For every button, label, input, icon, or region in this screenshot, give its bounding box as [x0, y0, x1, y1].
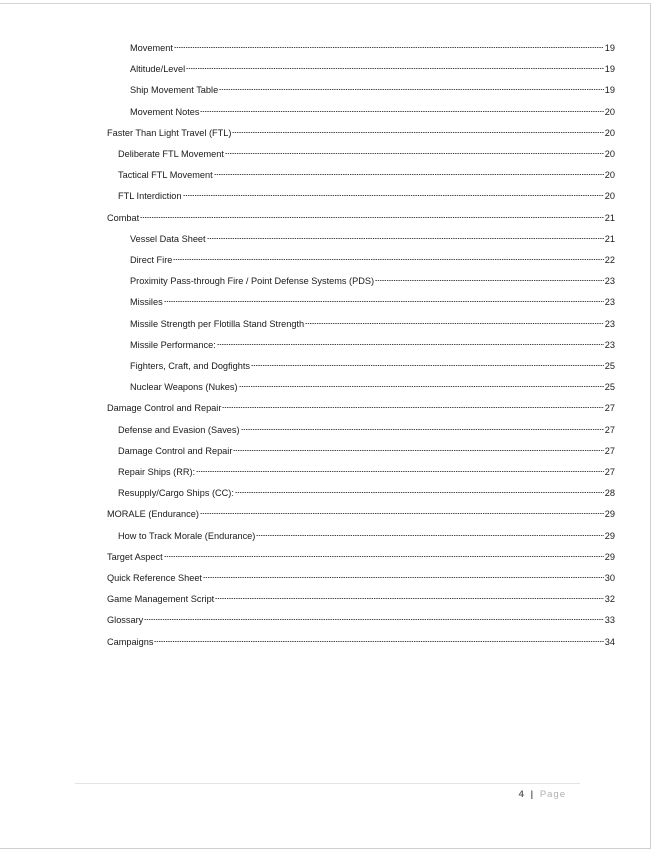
toc-entry[interactable]: [118, 169, 615, 182]
toc-entry-title: Defense and Evasion (Saves): [118, 424, 240, 435]
toc-entry-title: Campaigns: [107, 636, 154, 647]
toc-entry-page: 29: [604, 551, 615, 562]
toc-entry[interactable]: [130, 275, 615, 288]
toc-entry-page: 33: [604, 615, 615, 626]
toc-entry[interactable]: [107, 551, 615, 564]
toc-entry[interactable]: [107, 402, 615, 415]
toc-entry[interactable]: [130, 360, 615, 373]
toc-leader-dots: [164, 555, 604, 558]
page-footer: [519, 789, 566, 800]
toc-entry[interactable]: [107, 614, 615, 627]
toc-entry-title: Missile Strength per Flotilla Stand Strength: [130, 318, 305, 329]
toc-entry[interactable]: [130, 296, 615, 309]
toc-entry-title: Target Aspect: [107, 551, 163, 562]
toc-entry-page: 27: [604, 424, 615, 435]
toc-entry[interactable]: [130, 63, 615, 76]
toc-leader-dots: [235, 491, 604, 494]
toc-entry-title: Quick Reference Sheet: [107, 573, 202, 583]
toc-entry-title: Vessel Data Sheet: [130, 233, 206, 244]
toc-leader-dots: [305, 322, 604, 325]
toc-entry-title: MORALE (Endurance): [107, 509, 199, 520]
toc-leader-dots: [217, 343, 604, 346]
toc-entry[interactable]: [118, 487, 615, 500]
toc-entry-title: FTL Interdiction: [118, 191, 182, 202]
toc-entry[interactable]: [118, 424, 615, 437]
toc-leader-dots: [186, 67, 604, 70]
toc-leader-dots: [251, 364, 604, 367]
toc-entry[interactable]: [107, 127, 615, 140]
toc-leader-dots: [207, 237, 604, 240]
footer-page-label: Page: [539, 789, 566, 800]
toc-entry-page: 20: [604, 106, 615, 117]
toc-entry-page: 23: [604, 318, 615, 329]
document-page: [0, 3, 651, 849]
toc-entry-title: Damage Control and Repair: [118, 445, 233, 456]
toc-entry[interactable]: [130, 42, 615, 55]
toc-entry-page: 23: [604, 297, 615, 308]
toc-entry-title: Fighters, Craft, and Dogfights: [130, 361, 251, 371]
toc-entry-page: 32: [604, 594, 615, 605]
toc-entry[interactable]: [107, 572, 615, 585]
toc-entry-title: Glossary: [107, 615, 144, 626]
toc-entry[interactable]: [107, 636, 615, 649]
toc-leader-dots: [196, 470, 604, 473]
toc-entry-page: 21: [604, 233, 615, 244]
toc-entry[interactable]: [118, 466, 615, 479]
toc-leader-dots: [233, 449, 603, 452]
toc-entry-title: Altitude/Level: [130, 64, 186, 75]
toc-leader-dots: [203, 576, 604, 579]
toc-entry-title: Ship Movement Table: [130, 85, 219, 96]
toc-entry[interactable]: [107, 593, 615, 606]
toc-leader-dots: [225, 152, 604, 155]
toc-entry-page: 25: [604, 361, 615, 371]
toc-leader-dots: [140, 216, 604, 219]
toc-entry-page: 20: [604, 191, 615, 202]
toc-leader-dots: [214, 173, 604, 176]
toc-entry-title: Damage Control and Repair: [107, 403, 222, 414]
toc-leader-dots: [241, 428, 604, 431]
toc-entry-title: Nuclear Weapons (Nukes): [130, 382, 238, 393]
toc-leader-dots: [256, 534, 603, 537]
toc-entry-title: Repair Ships (RR):: [118, 467, 196, 477]
toc-leader-dots: [200, 512, 604, 515]
toc-entry[interactable]: [107, 212, 615, 225]
toc-leader-dots: [154, 640, 603, 643]
toc-entry[interactable]: [118, 530, 615, 543]
toc-entry-page: 28: [604, 488, 615, 499]
toc-entry-title: Game Management Script: [107, 594, 215, 605]
toc-leader-dots: [232, 131, 603, 134]
toc-entry-title: How to Track Morale (Endurance): [118, 530, 256, 541]
toc-leader-dots: [215, 597, 604, 600]
toc-entry-page: 27: [604, 467, 615, 477]
toc-entry[interactable]: [107, 508, 615, 521]
toc-entry-page: 20: [604, 170, 615, 181]
toc-entry[interactable]: [130, 381, 615, 394]
footer-separator: |: [530, 789, 535, 800]
toc-leader-dots: [375, 279, 604, 282]
toc-entry-title: Movement: [130, 43, 173, 53]
toc-entry-title: Resupply/Cargo Ships (CC):: [118, 488, 234, 499]
toc-entry-title: Missile Performance:: [130, 339, 216, 350]
toc-entry-page: 29: [604, 530, 615, 541]
toc-entry-page: 22: [604, 255, 615, 265]
toc-leader-dots: [144, 618, 604, 621]
toc-entry-page: 23: [604, 339, 615, 350]
toc-leader-dots: [239, 385, 604, 388]
toc-entry-page: 20: [604, 127, 615, 138]
toc-entry[interactable]: [130, 233, 615, 246]
toc-leader-dots: [219, 88, 604, 91]
toc-entry-page: 19: [604, 64, 615, 75]
toc-entry[interactable]: [130, 84, 615, 97]
toc-leader-dots: [200, 110, 603, 113]
toc-entry[interactable]: [118, 190, 615, 203]
toc-entry-title: Proximity Pass-through Fire / Point Defense Systems (PDS): [130, 276, 375, 287]
toc-entry-page: 27: [604, 403, 615, 414]
toc-leader-dots: [183, 194, 604, 197]
toc-entry-title: Combat: [107, 212, 140, 223]
toc-entry[interactable]: [118, 148, 615, 161]
toc-entry-title: Movement Notes: [130, 106, 200, 117]
toc-leader-dots: [164, 300, 604, 303]
toc-entry-page: 20: [604, 149, 615, 159]
toc-entry[interactable]: [130, 106, 615, 119]
toc-entry-title: Direct Fire: [130, 255, 173, 265]
toc-entry-page: 19: [604, 43, 615, 53]
toc-leader-dots: [222, 406, 603, 409]
toc-entry-page: 29: [604, 509, 615, 520]
toc-entry-page: 23: [604, 276, 615, 287]
toc-entry-page: 19: [604, 85, 615, 96]
toc-entry-page: 27: [604, 445, 615, 456]
toc-entry-title: Missiles: [130, 297, 163, 308]
toc-leader-dots: [173, 258, 603, 261]
toc-leader-dots: [174, 46, 604, 49]
toc-entry-page: 25: [604, 382, 615, 393]
toc-entry[interactable]: [118, 445, 615, 458]
toc-entry[interactable]: [130, 318, 615, 331]
toc-entry-title: Faster Than Light Travel (FTL): [107, 127, 232, 138]
toc-entry-page: 34: [604, 636, 615, 647]
toc-entry-title: Tactical FTL Movement: [118, 170, 213, 181]
toc-entry-title: Deliberate FTL Movement: [118, 149, 224, 159]
toc-entry[interactable]: [130, 339, 615, 352]
footer-divider: [75, 783, 580, 784]
toc-entry-page: 30: [604, 573, 615, 583]
toc-entry-page: 21: [604, 212, 615, 223]
toc-entry[interactable]: [130, 254, 615, 267]
footer-page-number: 4: [518, 789, 525, 800]
